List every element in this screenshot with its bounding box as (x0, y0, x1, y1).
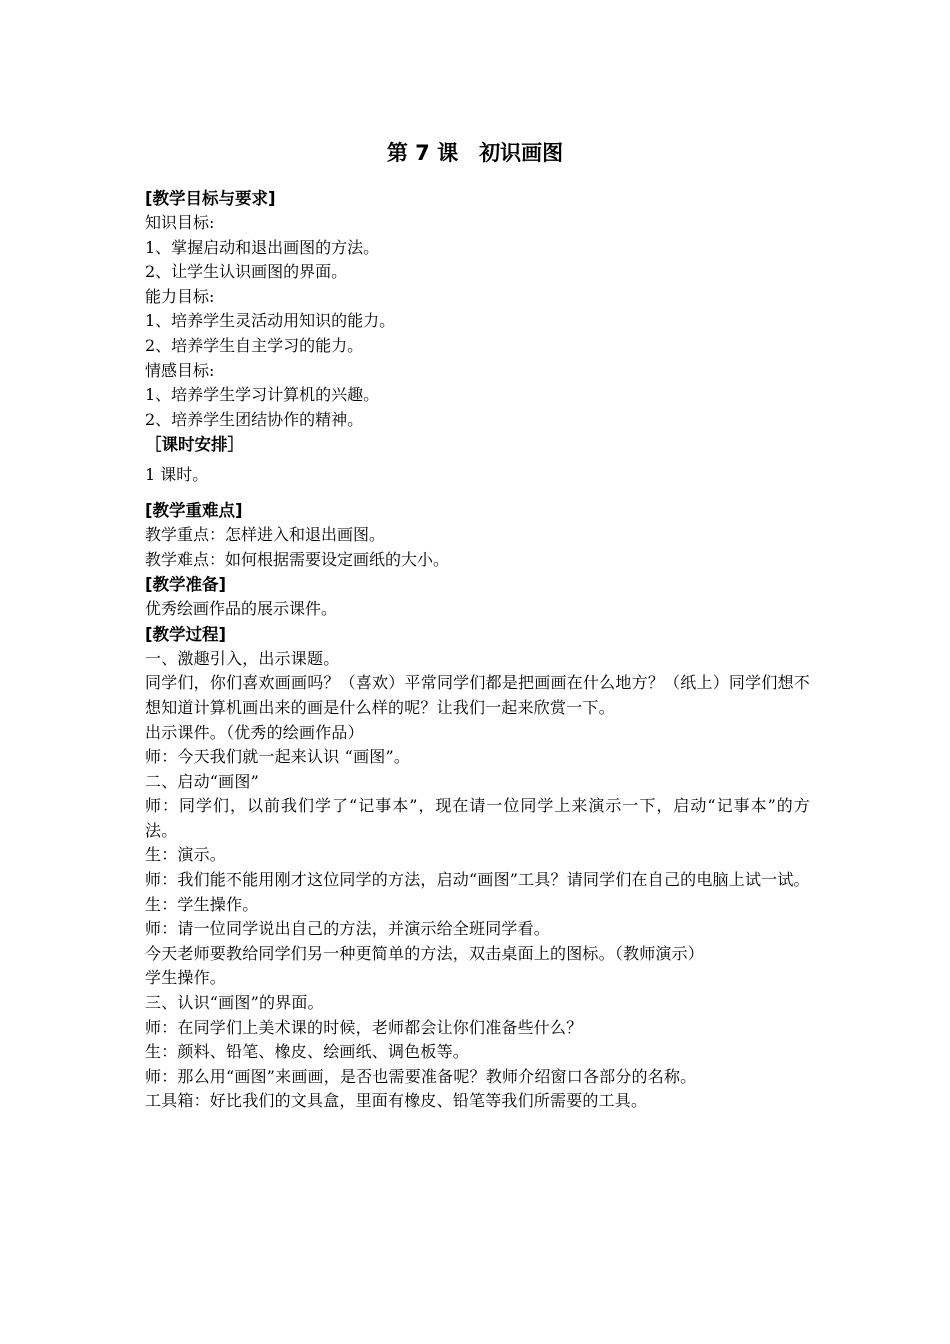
knowledge-label: 知识目标: (145, 213, 215, 232)
process-line: 师：今天我们就一起来认识 “画图”。 (145, 747, 411, 767)
ability-label: 能力目标: (145, 286, 215, 306)
knowledge-item: 1、掌握启动和退出画图的方法。 (145, 237, 380, 257)
lesson-title: 第 7 课 初识画图 (386, 141, 564, 165)
emotion-label: 情感目标: (145, 360, 215, 380)
process-line: 师：同学们，以前我们学了“记事本”，现在请一位同学上来演示一下，启动“记事本”的方法。 (145, 796, 810, 840)
schedule-text: 1 课时。 (145, 465, 209, 485)
process-line: 生：演示。 (145, 845, 227, 865)
lesson-body (145, 186, 810, 1114)
process-heading: [教学过程] (145, 624, 227, 644)
knowledge-item: 2、让学生认识画图的界面。 (145, 262, 348, 282)
process-line: 师：我们能不能用刚才这位同学的方法，启动“画图”工具？请同学们在自己的电脑上试一试。 (145, 870, 810, 890)
key-focus: 教学重点：怎样进入和退出画图。 (145, 524, 386, 544)
preparation-heading: [教学准备] (145, 575, 227, 595)
process-line: 同学们，你们喜欢画画吗？（喜欢）平常同学们都是把画画在什么地方？（纸上）同学们想不想知道计算机画出来的画是什么样的呢？让我们一起来欣赏一下。 (145, 673, 810, 717)
ability-item: 1、培养学生灵活动用知识的能力。 (145, 311, 396, 331)
emotion-item: 2、培养学生团结协作的精神。 (145, 409, 364, 429)
process-line: 生：学生操作。 (145, 894, 259, 914)
process-line: 师：那么用“画图”来画画，是否也需要准备呢？教师介绍窗口各部分的名称。 (145, 1066, 697, 1086)
ability-item: 2、培养学生自主学习的能力。 (145, 335, 364, 355)
process-line: 三、认识“画图”的界面。 (145, 993, 324, 1013)
process-line: 师：请一位同学说出自己的方法，并演示给全班同学看。 (145, 919, 551, 939)
process-line: 二、启动“画图” (145, 771, 259, 791)
preparation-text: 优秀绘画作品的展示课件。 (145, 599, 338, 619)
process-line: 师：在同学们上美术课的时候，老师都会让你们准备些什么？ (145, 1017, 583, 1037)
emotion-item: 1、培养学生学习计算机的兴趣。 (145, 385, 380, 405)
objectives-heading: [教学目标与要求] (145, 189, 276, 208)
process-line: 学生操作。 (145, 968, 227, 988)
process-line: 一、激趣引入，出示课题。 (145, 648, 340, 668)
process-line: 今天老师要教给同学们另一种更简单的方法，双击桌面上的图标。（教师演示） (145, 943, 705, 963)
process-line: 出示课件。（优秀的绘画作品） (145, 722, 364, 742)
key-points-heading: [教学重难点] (145, 500, 243, 520)
key-difficulty: 教学难点：如何根据需要设定画纸的大小。 (145, 549, 450, 569)
process-line: 生：颜料、铅笔、橡皮、绘画纸、调色板等。 (145, 1042, 470, 1062)
process-line: 工具箱：好比我们的文具盒，里面有橡皮、铅笔等我们所需要的工具。 (145, 1091, 648, 1111)
schedule-heading: ［课时安排］ (145, 435, 244, 455)
